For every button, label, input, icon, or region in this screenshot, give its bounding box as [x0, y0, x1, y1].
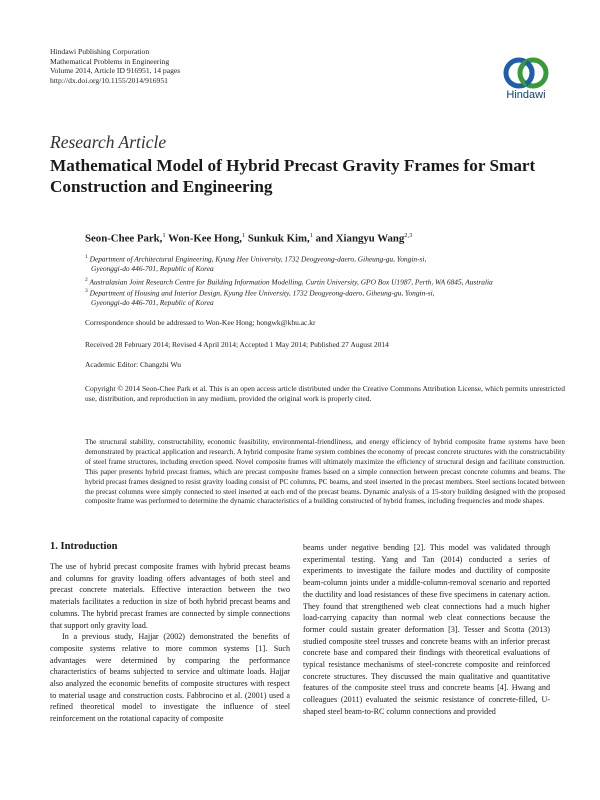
paragraph: In a previous study, Hajjar (2002) demonstrated the benefits of composite systems relative to more common systems [1]. Such advantages were determined by comparing the performance characteristics of beams subjected to service and ultimate loads. Hajjar also analyzed the economic benefits of composite structures with respect to material usage and construction costs. Fabbrocino et al. (2001) used a refined theoretical model to investigate the influence of steel reinforcement on the rotational capacity of composite — [50, 632, 290, 724]
author-list — [85, 232, 412, 245]
journal-name: Mathematical Problems in Engineering — [50, 56, 170, 66]
title-line: Construction and Engineering — [50, 177, 273, 196]
paragraph: The use of hybrid precast composite frames with hybrid precast beams and columns for gravity loading offers advantages of both steel and precast concrete materials. Effective interaction between the two materials facilitates a reduction in size of both hybrid precast beams and columns. The hybrid precast frames are connected by simple connections that support only gravity load. — [50, 562, 290, 630]
copyright-notice: Copyright © 2014 Seon-Chee Park et al. This is an open access article distributed under the Creative Commons Attribution License, which permits unrestricted use, distribution, and reproduction in any medium, provided the original work is properly cited. — [85, 384, 565, 403]
hindawi-logo-text: Hindawi — [506, 89, 546, 101]
paper-title — [50, 155, 570, 197]
affiliation — [85, 276, 565, 287]
affil-line: Department of Architectural Engineering, Kyung Hee University, 1732 Deogyeong-daero, Giheung-gu, Yongin-si, — [89, 254, 427, 264]
affil-line: Australasian Joint Research Centre for Building Information Modelling, Curtin University, GPO Box U1987, Perth, WA 6845, Australia — [89, 277, 493, 287]
journal-header — [50, 47, 180, 85]
doi-link[interactable]: http://dx.doi.org/10.1155/2014/916951 — [50, 75, 168, 85]
title-line: Mathematical Model of Hybrid Precast Gravity Frames for Smart — [50, 156, 536, 175]
affil-number: 2 — [85, 277, 88, 283]
author-affil-sup: 1 — [309, 232, 313, 239]
paragraph: beams under negative bending [2]. This model was validated through experimental testing. Yang and Tan (2014) conducted a series of experiments to investigate the failure modes and ductility of composite beam-column joints under a middle-column-removal scenario and reported the ductility and load resistances of these five specimens in catenary action. They found that strengthened web cleat connections had a much higher load-carrying capacity than normal web cleat connections because the former could sustain greater deformation [3]. Tesser and Scotta (2013) studied composite steel trusses and concrete beams with an inferior precast concrete base and compared their findings with theoretical evaluations of typical resistance mechanisms of steel-concrete composite and reinforced concrete structures. They discussed the main qualitative and quantitative features of the composite steel truss and concrete beams [4]. Hwang and colleagues (2011) evaluated the seismic resistance of concrete-filled, U-shaped steel beam-to-RC column connections and provided — [303, 543, 550, 716]
author-name: Sunkuk Kim, — [247, 232, 310, 245]
author-name: Won-Kee Hong, — [168, 232, 242, 245]
author-name: Seon-Chee Park, — [85, 232, 163, 245]
publisher-line: Hindawi Publishing Corporation — [50, 47, 150, 56]
affil-number: 3 — [85, 288, 88, 294]
academic-editor: Academic Editor: Changzhi Wu — [85, 360, 181, 369]
body-column-left — [50, 561, 290, 725]
affil-line: Gyeonggi-do 446-701, Republic of Korea — [91, 264, 214, 274]
abstract: The structural stability, constructability, economic feasibility, environmental-friendliness, and energy efficiency of hybrid composite frame systems have been demonstrated by practical application and research. A hybrid composite frame system combines the economy of precast concrete structures with the constructability of steel frame structures, including erection speed. Novel composite frames will ultimately maximize the efficiency of structural design and facilitate construction. This paper presents hybrid precast frames, which are precast composite frames based on a simple connection between precast concrete columns and beams. The hybrid precast frames designed to resist gravity loading consist of PC columns, PC beams, and steel inserted in the precast members. Steel sections located between the precast columns were simply connected to steel inserted at each end of the precast beams. Dynamic analysis of a 15-story building designed with the proposed composite frame was performed to determine the dynamic characteristics of a building constructed of hybrid frames, including frequencies and mode shapes. — [85, 437, 565, 506]
author-affil-sup: 1 — [162, 232, 166, 239]
affiliation — [85, 253, 565, 274]
article-type: Research Article — [50, 132, 167, 152]
author-name: and Xiangyu Wang — [315, 232, 405, 245]
correspondence: Correspondence should be addressed to Won-Kee Hong; hongwk@khu.ac.kr — [85, 318, 316, 327]
author-affil-sup: 2,3 — [404, 232, 413, 239]
affiliation — [85, 287, 565, 308]
publication-dates: Received 28 February 2014; Revised 4 April 2014; Accepted 1 May 2014; Published 27 August 2014 — [85, 340, 389, 349]
affil-line: Gyeonggi-do 446-701, Republic of Korea — [91, 298, 214, 308]
section-heading: 1. Introduction — [50, 541, 118, 552]
body-column-right — [303, 542, 550, 718]
volume-line: Volume 2014, Article ID 916951, 14 pages — [50, 66, 181, 76]
affil-number: 1 — [85, 254, 88, 260]
affil-line: Department of Housing and Interior Design, Kyung Hee University, 1732 Deogyeong-daero, Giheung-gu, Yongin-si, — [89, 288, 435, 298]
author-affil-sup: 1 — [241, 232, 246, 239]
